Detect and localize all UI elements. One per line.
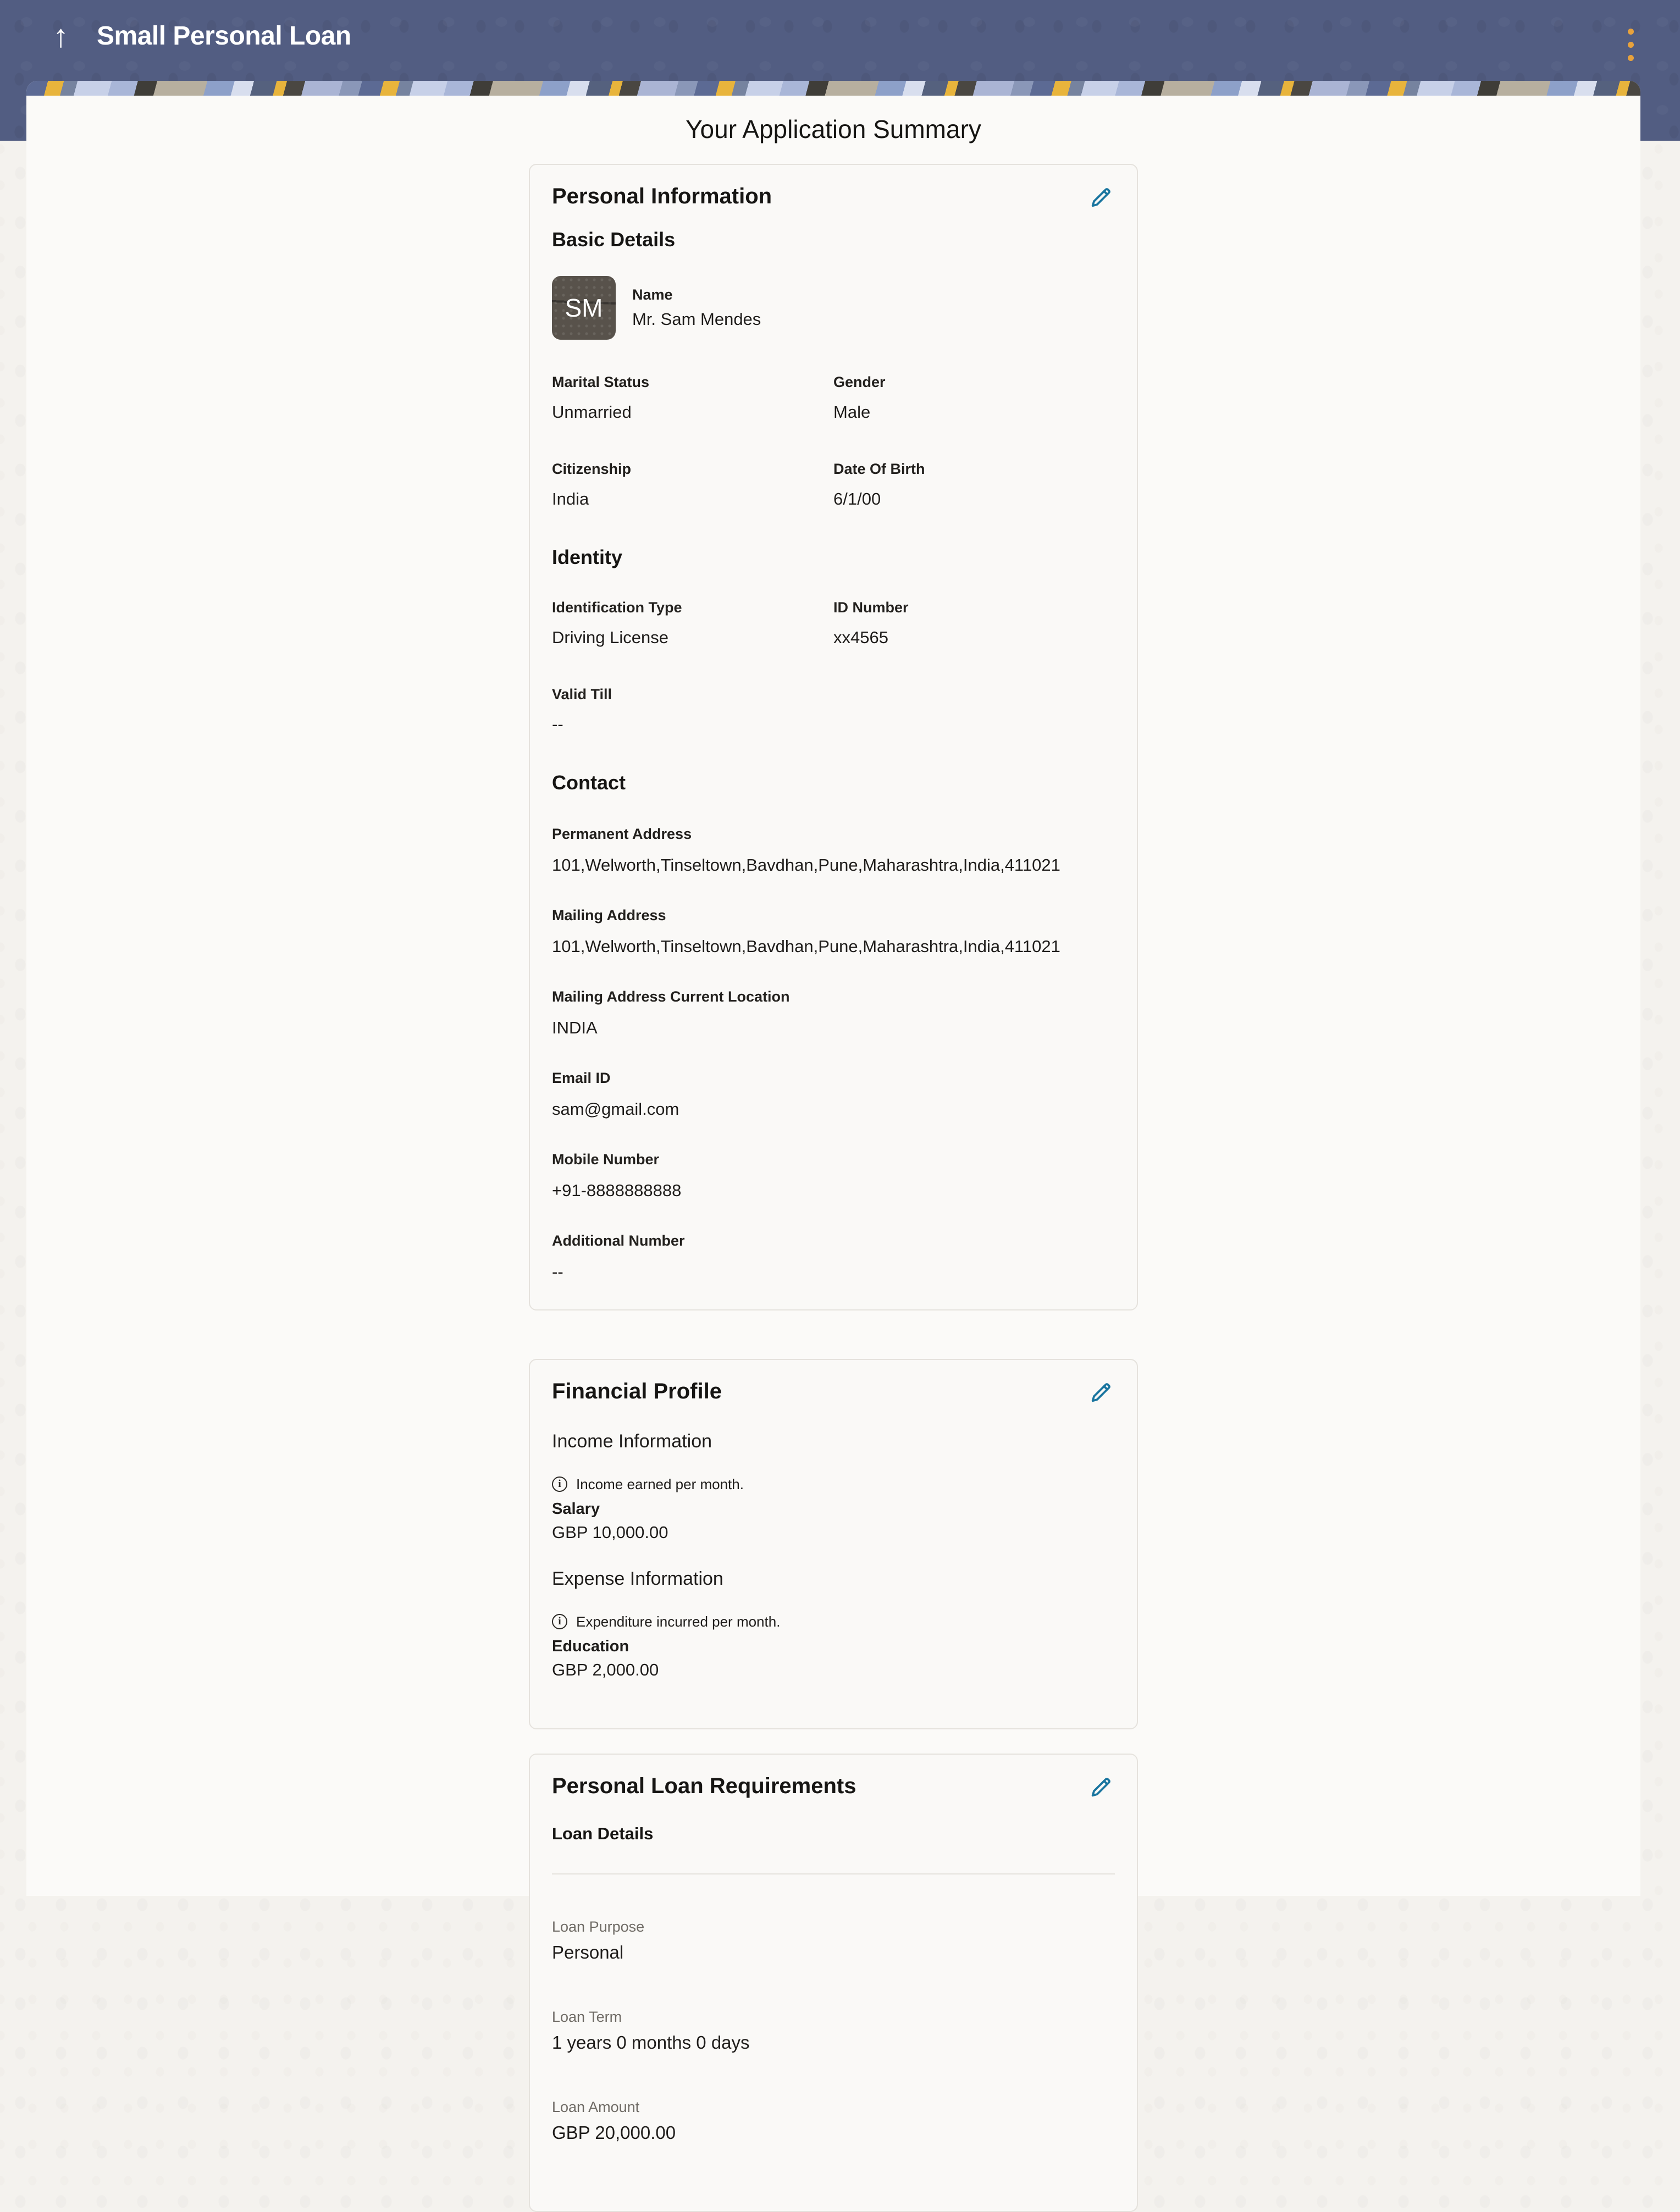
content-panel xyxy=(26,81,1640,2143)
menu-dot xyxy=(1628,55,1634,61)
pencil-icon xyxy=(1088,185,1114,210)
field-label: Additional Number xyxy=(552,1232,685,1249)
field-gender xyxy=(833,373,1115,423)
field-label: Mailing Address xyxy=(552,907,666,923)
field-label: Marital Status xyxy=(552,374,650,390)
field-value: 101,Welworth,Tinseltown,Bavdhan,Pune,Maharashtra,India,411021 xyxy=(552,937,1060,956)
field-valid-till xyxy=(552,685,833,736)
field-value: 6/1/00 xyxy=(833,489,881,508)
field-id-number xyxy=(833,598,1115,649)
field-value: -- xyxy=(552,1262,563,1281)
avatar: SM xyxy=(552,276,616,340)
decorative-banner xyxy=(26,81,1640,96)
field-value: India xyxy=(552,489,589,508)
field-additional-number xyxy=(552,1231,1115,1283)
back-arrow-icon[interactable]: ↑ xyxy=(53,18,69,54)
expense-amount: GBP 2,000.00 xyxy=(552,1660,659,1679)
card-header xyxy=(552,1378,1115,1406)
expense-info-row xyxy=(552,1613,1115,1630)
field-loan-term xyxy=(552,2008,1115,2055)
personal-information-card xyxy=(529,164,1138,1310)
field-value: GBP 20,000.00 xyxy=(552,2122,676,2143)
income-amount: GBP 10,000.00 xyxy=(552,1523,668,1542)
card-title: Personal Information xyxy=(552,184,772,208)
section-heading-contact: Contact xyxy=(552,771,626,794)
income-type: Salary xyxy=(552,1500,600,1518)
identity-grid xyxy=(552,598,1115,736)
info-text: Expenditure incurred per month. xyxy=(576,1613,781,1630)
section-heading-identity: Identity xyxy=(552,546,623,568)
section-heading-basic-details: Basic Details xyxy=(552,228,676,251)
financial-profile-card xyxy=(529,1359,1138,1729)
card-header xyxy=(552,183,1115,211)
info-icon: i xyxy=(552,1614,567,1629)
field-citizenship xyxy=(552,460,833,510)
field-label: Loan Term xyxy=(552,2009,622,2025)
expense-information-heading: Expense Information xyxy=(552,1568,723,1589)
field-identification-type xyxy=(552,598,833,649)
edit-financial-profile-button[interactable] xyxy=(1087,1379,1115,1406)
field-loan-purpose xyxy=(552,1917,1115,1965)
field-label: Gender xyxy=(833,374,886,390)
income-information-heading: Income Information xyxy=(552,1431,712,1452)
field-value: 101,Welworth,Tinseltown,Bavdhan,Pune,Maharashtra,India,411021 xyxy=(552,855,1060,875)
edit-loan-requirements-button[interactable] xyxy=(1087,1773,1115,1801)
field-permanent-address xyxy=(552,825,1115,876)
field-label: Loan Purpose xyxy=(552,1918,645,1935)
field-label: Mailing Address Current Location xyxy=(552,988,790,1005)
personal-loan-requirements-card xyxy=(529,1754,1138,2212)
field-loan-amount xyxy=(552,2098,1115,2145)
field-label: Name xyxy=(632,286,673,303)
card-header xyxy=(552,1772,1115,1801)
field-label: Loan Amount xyxy=(552,2099,640,2115)
field-value: +91-8888888888 xyxy=(552,1181,682,1200)
field-value: 1 years 0 months 0 days xyxy=(552,2032,750,2053)
field-mailing-address xyxy=(552,906,1115,958)
field-value: Mr. Sam Mendes xyxy=(632,309,761,329)
loan-details-heading: Loan Details xyxy=(552,1824,654,1843)
field-label: Identification Type xyxy=(552,599,682,616)
field-label: Citizenship xyxy=(552,461,632,477)
field-value: Personal xyxy=(552,1942,624,1962)
field-mailing-address-current-location xyxy=(552,987,1115,1039)
menu-dot xyxy=(1628,42,1634,48)
field-value: INDIA xyxy=(552,1018,598,1037)
name-row xyxy=(552,276,1115,340)
name-field xyxy=(632,285,761,330)
field-label: Mobile Number xyxy=(552,1151,660,1168)
income-info-row xyxy=(552,1475,1115,1493)
field-date-of-birth xyxy=(833,460,1115,510)
field-label: Email ID xyxy=(552,1070,611,1086)
field-email-id xyxy=(552,1069,1115,1120)
card-title: Personal Loan Requirements xyxy=(552,1774,856,1798)
basic-details-grid xyxy=(552,373,1115,510)
menu-dot xyxy=(1628,29,1634,35)
field-mobile-number xyxy=(552,1150,1115,1202)
field-value: -- xyxy=(552,715,563,734)
field-label: Date Of Birth xyxy=(833,461,925,477)
pencil-icon xyxy=(1088,1380,1114,1405)
field-marital-status xyxy=(552,373,833,423)
edit-personal-information-button[interactable] xyxy=(1087,184,1115,211)
field-value: Unmarried xyxy=(552,402,632,422)
field-value: xx4565 xyxy=(833,628,888,647)
info-text: Income earned per month. xyxy=(576,1476,744,1492)
app-title: Small Personal Loan xyxy=(97,21,351,51)
field-label: Valid Till xyxy=(552,686,612,703)
field-value: Driving License xyxy=(552,628,668,647)
card-title: Financial Profile xyxy=(552,1379,722,1403)
page-title: Your Application Summary xyxy=(686,115,981,143)
info-icon: i xyxy=(552,1476,567,1492)
field-label: Permanent Address xyxy=(552,826,692,842)
field-label: ID Number xyxy=(833,599,909,616)
field-value: Male xyxy=(833,402,871,422)
overflow-menu-icon[interactable] xyxy=(1624,25,1637,64)
pencil-icon xyxy=(1088,1774,1114,1800)
field-value: sam@gmail.com xyxy=(552,1099,679,1119)
expense-type: Education xyxy=(552,1638,629,1655)
divider xyxy=(552,1873,1115,1874)
